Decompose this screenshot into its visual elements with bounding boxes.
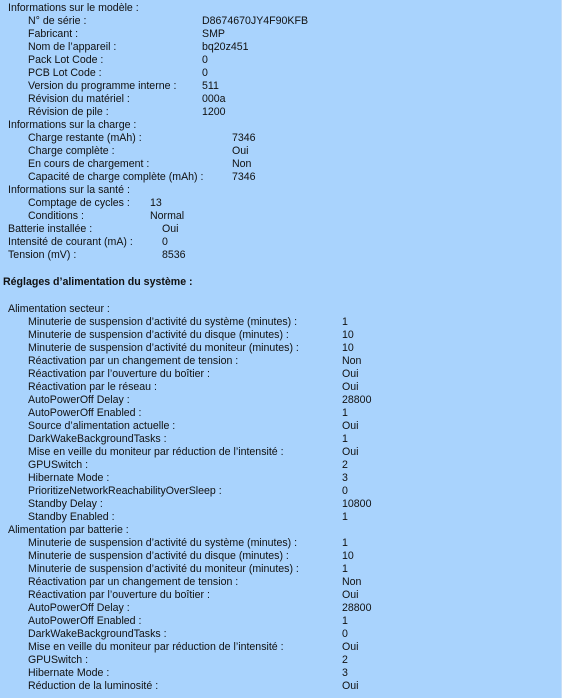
row-value: Oui xyxy=(342,368,359,380)
row-value: 1 xyxy=(342,511,348,523)
row-label: Capacité de charge complète (mAh) : xyxy=(28,171,204,183)
row-value: 7346 xyxy=(232,171,256,183)
row-value: 1 xyxy=(342,615,348,627)
row-label: Comptage de cycles : xyxy=(28,197,130,209)
row-label: Réactivation par l’ouverture du boîtier : xyxy=(28,368,210,380)
row-value: 511 xyxy=(202,80,219,92)
row-label: Révision de pile : xyxy=(28,106,109,118)
row-value: Oui xyxy=(342,589,359,601)
row-value: Non xyxy=(232,158,252,170)
row-value: Oui xyxy=(342,680,359,692)
row-value: 8536 xyxy=(162,249,186,261)
row-value: SMP xyxy=(202,28,225,40)
row-label: Réactivation par l’ouverture du boîtier : xyxy=(28,589,210,601)
row-label: GPUSwitch : xyxy=(28,459,89,471)
row-label: PCB Lot Code : xyxy=(28,67,102,79)
row-value: Oui xyxy=(232,145,249,157)
row-value: 0 xyxy=(202,67,208,79)
row-value: 3 xyxy=(342,472,348,484)
row-label: DarkWakeBackgroundTasks : xyxy=(28,433,167,445)
row-label: Révision du matériel : xyxy=(28,93,130,105)
row-label: Hibernate Mode : xyxy=(28,472,110,484)
row-value: Normal xyxy=(150,210,185,222)
row-label: Standby Delay : xyxy=(28,498,103,510)
row-value: Oui xyxy=(162,223,179,235)
row-value: 28800 xyxy=(342,394,372,406)
row-value: 0 xyxy=(342,485,348,497)
row-label: Intensité de courant (mA) : xyxy=(8,236,133,248)
row-label: Charge complète : xyxy=(28,145,115,157)
row-label: AutoPowerOff Delay : xyxy=(28,602,130,614)
row-value: 2 xyxy=(342,654,348,666)
row-value: 1200 xyxy=(202,106,226,118)
row-label: Minuterie de suspension d’activité du disque (minutes) : xyxy=(28,329,289,341)
row-value: 3 xyxy=(342,667,348,679)
row-label: Source d’alimentation actuelle : xyxy=(28,420,176,432)
row-label: Informations sur le modèle : xyxy=(8,2,139,14)
row-label: Fabricant : xyxy=(28,28,79,40)
row-value: 0 xyxy=(342,628,348,640)
row-label: Minuterie de suspension d’activité du moniteur (minutes) : xyxy=(28,342,299,354)
row-label: Réactivation par un changement de tension : xyxy=(28,355,239,367)
row-label: Mise en veille du moniteur par réduction de l’intensité : xyxy=(28,641,284,653)
row-value: 10 xyxy=(342,550,354,562)
row-label: GPUSwitch : xyxy=(28,654,89,666)
row-value: 10800 xyxy=(342,498,372,510)
row-label: Batterie installée : xyxy=(8,223,93,235)
row-value: 28800 xyxy=(342,602,372,614)
row-label: Hibernate Mode : xyxy=(28,667,110,679)
row-value: 10 xyxy=(342,329,354,341)
row-value: 1 xyxy=(342,316,348,328)
row-label: Réduction de la luminosité : xyxy=(28,680,159,692)
row-value: 0 xyxy=(162,236,168,248)
row-value: 1 xyxy=(342,407,348,419)
row-label: Nom de l’appareil : xyxy=(28,41,117,53)
row-label: Alimentation par batterie : xyxy=(8,524,129,536)
row-value: Oui xyxy=(342,446,359,458)
row-label: Minuterie de suspension d’activité du système (minutes) : xyxy=(28,316,298,328)
row-label: Réactivation par un changement de tension : xyxy=(28,576,239,588)
row-value: 1 xyxy=(342,537,348,549)
row-label: Minuterie de suspension d’activité du disque (minutes) : xyxy=(28,550,289,562)
row-label: AutoPowerOff Enabled : xyxy=(28,407,142,419)
row-label: Charge restante (mAh) : xyxy=(28,132,142,144)
row-label: PrioritizeNetworkReachabilityOverSleep : xyxy=(28,485,222,497)
row-value: 1 xyxy=(342,563,348,575)
row-value: 13 xyxy=(150,197,162,209)
row-label: Réactivation par le réseau : xyxy=(28,381,157,393)
row-value: Oui xyxy=(342,641,359,653)
row-label: En cours de chargement : xyxy=(28,158,150,170)
row-value: 0 xyxy=(202,54,208,66)
row-value: Non xyxy=(342,355,362,367)
row-value: Non xyxy=(342,576,362,588)
row-value: Oui xyxy=(342,381,359,393)
row-value: 10 xyxy=(342,342,354,354)
row-label: Informations sur la santé : xyxy=(8,184,130,196)
row-label: AutoPowerOff Enabled : xyxy=(28,615,142,627)
row-label: Standby Enabled : xyxy=(28,511,115,523)
row-label: AutoPowerOff Delay : xyxy=(28,394,130,406)
row-value: 7346 xyxy=(232,132,256,144)
row-label: DarkWakeBackgroundTasks : xyxy=(28,628,167,640)
row-label: Mise en veille du moniteur par réduction de l’intensité : xyxy=(28,446,284,458)
row-label: Tension (mV) : xyxy=(8,249,77,261)
row-value: 000a xyxy=(202,93,226,105)
row-label: Alimentation secteur : xyxy=(8,303,110,315)
row-label: Version du programme interne : xyxy=(28,80,177,92)
row-value: 1 xyxy=(342,433,348,445)
row-label: Conditions : xyxy=(28,210,84,222)
row-value: D8674670JY4F90KFB xyxy=(202,15,309,27)
row-label: Minuterie de suspension d’activité du système (minutes) : xyxy=(28,537,298,549)
row-label: Minuterie de suspension d’activité du moniteur (minutes) : xyxy=(28,563,299,575)
row-label: Pack Lot Code : xyxy=(28,54,104,66)
row-label: Informations sur la charge : xyxy=(8,119,137,131)
row-value: bq20z451 xyxy=(202,41,249,53)
row-value: 2 xyxy=(342,459,348,471)
row-label: N° de série : xyxy=(28,15,87,27)
row-value: Oui xyxy=(342,420,359,432)
row-label: Réglages d’alimentation du système : xyxy=(3,276,193,288)
